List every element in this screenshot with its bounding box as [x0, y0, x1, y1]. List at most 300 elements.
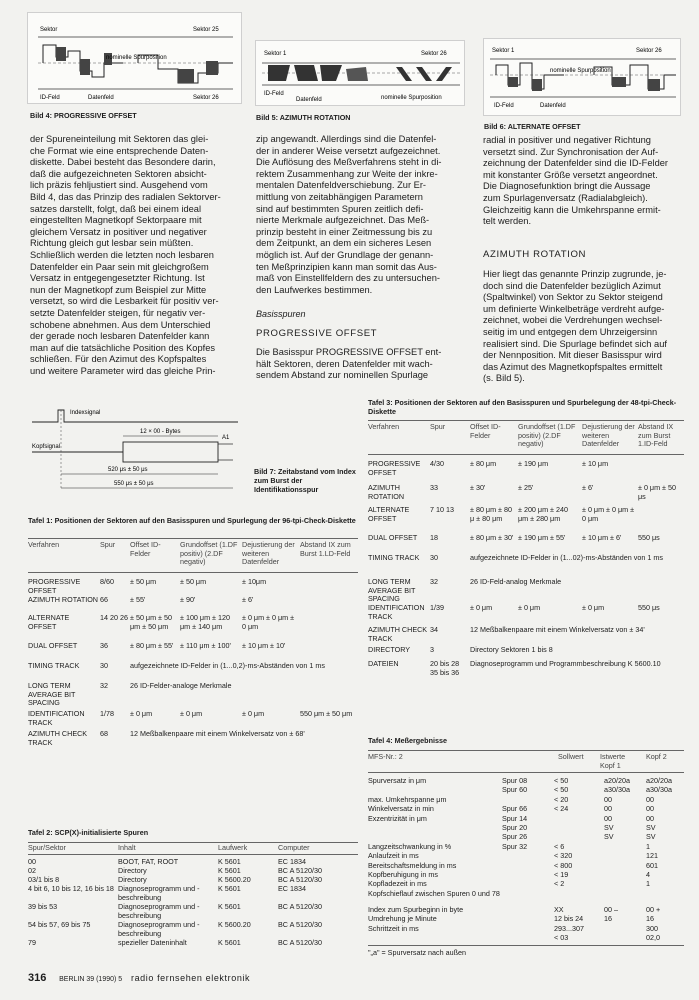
fig6-label-nominal: nominelle Spurposition — [550, 68, 611, 74]
table-cell: Spur 66 — [502, 804, 528, 814]
table-cell: Exzentrizität in μm — [368, 813, 427, 823]
text-line: Die Auflösung des Meßverfahrens steht in di- — [256, 157, 442, 168]
table-header-cell: Abstand IX zum Burst 1.ID-Feld — [638, 422, 674, 449]
row-abstand: 550 μm ± 50 μm — [300, 709, 353, 718]
table-cell: SV — [646, 823, 656, 832]
table-cell: 54 bis 57, 69 bis 75 — [28, 920, 91, 929]
table-cell: < 03 — [554, 933, 569, 942]
fig4-label-sektor26: Sektor 26 — [193, 95, 219, 101]
fig5-label-id: ID-Feld — [264, 91, 284, 97]
table-cell: EC 1834 — [278, 857, 306, 866]
fig7-label-kopf: Kopfsignal — [32, 444, 61, 450]
table-cell: EC 1834 — [278, 884, 306, 893]
table-cell: K 5601 — [218, 902, 241, 911]
text-line: nierte Merkmale aufgezeichnet. Das Meß- — [256, 215, 430, 226]
text-line: daß die aufgezeichneten Sektoren absicht- — [30, 168, 207, 179]
text-line: seitig im und entgegen dem Uhrzeigersinn — [483, 326, 658, 337]
table-cell: K 5600.20 — [218, 920, 251, 929]
table-cell: 00 — [604, 813, 612, 823]
column-2-text — [256, 134, 468, 296]
row-offset: ± 80 μm — [470, 459, 497, 468]
text-line: Die Basisspur PROGRESSIVE OFFSET ent- — [256, 347, 442, 357]
row-offset: ± 50 μm — [130, 577, 157, 586]
table-cell: < 19 — [554, 870, 569, 879]
figure-7 — [28, 400, 243, 500]
row-verfahren: DUAL OFFSET — [368, 533, 418, 542]
figure-7-caption: Bild 7: Zeitabstand vom Index zum Burst der Identifikationsspur — [254, 467, 356, 494]
text-line: Hier liegt das genannte Prinzip zugrunde, je- — [483, 269, 667, 279]
row-dejustierung: ± 10μm — [242, 577, 267, 586]
table-cell: Diagnoseprogramm und -beschreibung — [118, 884, 200, 902]
table-cell: K 5601 — [218, 938, 241, 947]
row-merkmal: Diagnoseprogramm und Programmbeschreibung K 5600.10 — [470, 659, 661, 668]
table-cell: BC A 5120/30 — [278, 866, 322, 875]
table-rule — [368, 945, 684, 946]
table-cell: K 5601 — [218, 884, 241, 893]
row-grundoffset: ± 50 μm — [180, 577, 207, 586]
table-cell: K 5601 — [218, 866, 241, 875]
text-line: man auf die tatsächliche Position des Kopfes — [30, 342, 216, 353]
table-cell: Kopfberuhigung in ms — [368, 870, 438, 879]
text-line: (Spaltwinkel) von Sektor zu Sektor steigend — [483, 292, 663, 303]
row-verfahren: AZIMUTH ROTATION — [28, 595, 99, 604]
table-cell: Spur 60 — [502, 785, 528, 795]
table-cell: 00 — [646, 794, 654, 804]
table-rule — [368, 750, 684, 751]
table-cell: Index zum Spurbeginn in byte — [368, 904, 464, 914]
fig4-label-nominal: nominelle Spurposition — [106, 55, 167, 61]
tafel-2-caption: Tafel 2: SCP(X)-initialisierte Spuren — [28, 828, 149, 837]
fig4-label-id: ID-Feld — [40, 95, 60, 101]
row-spur: 36 — [100, 641, 108, 650]
page-number: 316 — [28, 972, 47, 984]
table-cell: 00 — [604, 794, 612, 804]
row-spur: 3 — [430, 645, 434, 654]
table-note: "„a" = Spurversatz nach außen — [368, 948, 466, 958]
table-rule — [368, 420, 684, 421]
row-verfahren: IDENTIFICATION TRACK — [28, 709, 85, 727]
row-dejustierung: ± 0 μm ± 0 μm ± 0 μm — [582, 505, 635, 523]
text-line: mit konstanter Größe versetzt angeordnet. — [483, 169, 658, 180]
text-line: setzte Datenfelder steigen, für negativ ver- — [30, 307, 206, 318]
row-dejustierung: ± 0 μm ± 0 μm ± 0 μm — [242, 613, 295, 631]
row-spur: 68 — [100, 729, 108, 738]
table-cell: 16 — [604, 914, 612, 924]
table-cell: < 20 — [554, 794, 569, 804]
fig5-label-sektor26: Sektor 26 — [421, 51, 447, 57]
tafel-4 — [368, 750, 684, 970]
row-spur: 18 — [430, 533, 438, 542]
table-cell: Spur 26 — [502, 832, 528, 842]
figure-5 — [255, 40, 465, 106]
table-cell: < 6 — [554, 841, 565, 851]
text-line: zeichnet, wobei die Verdrehungen wechsel- — [483, 315, 663, 326]
text-line: ten Meßprinzipien kann man somit das Aus- — [256, 261, 437, 272]
table-header-cell: Laufwerk — [218, 843, 248, 852]
row-verfahren: ALTERNATE OFFSET — [368, 505, 410, 523]
table-cell: Diagnoseprogramm und -beschreibung — [118, 902, 200, 920]
table-rule — [28, 538, 358, 539]
figure-5-diagram — [256, 41, 466, 107]
row-offset: ± 80 μm ± 80 μ ± 80 μm — [470, 505, 512, 523]
row-verfahren: AZIMUTH ROTATION — [368, 483, 405, 501]
row-grundoffset: ± 190 μm — [518, 459, 549, 468]
text-line: möglich ist. Auf der Grundlage der genann- — [256, 249, 434, 260]
row-spur: 32 — [100, 681, 108, 690]
row-abstand: ± 0 μm ± 50 μs — [638, 483, 676, 501]
row-grundoffset: ± 90' — [180, 595, 196, 604]
table-cell: 601 — [646, 860, 658, 870]
fig6-label-daten: Datenfeld — [540, 103, 566, 109]
row-merkmal: aufgezeichnete ID-Felder in (1...02)-ms-Abständen von 1 ms — [470, 553, 663, 562]
table-cell: BC A 5120/30 — [278, 902, 322, 911]
text-line: lich präzis fehljustiert sind. Ausgehend vom — [30, 180, 208, 191]
text-line: um definierte Winkelbeträge verdreht aufge- — [483, 303, 665, 314]
table-cell: 300 — [646, 923, 658, 933]
row-dejustierung: ± 6' — [242, 595, 254, 604]
table-cell: Bereitschaftsmeldung in ms — [368, 860, 457, 870]
table-cell: BC A 5120/30 — [278, 920, 322, 929]
figure-6-diagram — [484, 39, 682, 117]
fig6-label-id: ID-Feld — [494, 103, 514, 109]
row-spur: 30 — [100, 661, 108, 670]
table-header-cell: Computer — [278, 843, 310, 852]
table-cell: < 50 — [554, 785, 569, 795]
table-header-cell: Abstand IX zum Burst 1.LD-Feld — [300, 540, 351, 558]
row-verfahren: DUAL OFFSET — [28, 641, 78, 650]
table-cell: 293...307 — [554, 923, 584, 933]
tafel-1 — [28, 538, 358, 788]
row-verfahren: IDENTIFICATION TRACK — [368, 603, 425, 621]
column-1-text — [30, 134, 245, 377]
table-cell: Kopfschieflauf zwischen Spuren 0 und 78 — [368, 888, 500, 898]
mfs-number: MFS-Nr.: 2 — [368, 752, 403, 761]
table-cell: BC A 5120/30 — [278, 938, 322, 947]
table-cell: BOOT, FAT, ROOT — [118, 857, 179, 866]
text-line: Versatz in entgegengesetzter Richtung. Ist — [30, 273, 205, 284]
figure-6 — [483, 38, 681, 116]
table-header-cell: Dejustierung der weiteren Datenfelder — [582, 422, 635, 449]
figure-4-caption: Bild 4: PROGRESSIVE OFFSET — [30, 111, 137, 120]
table-header-cell: Dejustierung der weiteren Datenfelder — [242, 540, 295, 567]
text-line: Datenfelder ein Paar sein mit gleichgroßem — [30, 261, 209, 272]
row-dejustierung: ± 10 μm — [582, 459, 609, 468]
column-2b-text — [256, 347, 468, 382]
table-cell: < 800 — [554, 860, 573, 870]
table-rule — [368, 454, 684, 455]
table-header-cell: Spur/Sektor — [28, 843, 66, 852]
table-cell: Winkelversatz in min — [368, 804, 434, 814]
table-rule — [368, 772, 684, 773]
row-spur: 66 — [100, 595, 108, 604]
table-cell: 4 — [646, 870, 650, 879]
table-cell: 00 — [604, 804, 612, 814]
row-dejustierung: ± 10 μm ± 6' — [582, 533, 622, 542]
table-header-cell: Verfahren — [28, 540, 60, 549]
text-line: Bild 4, das das Prinzip des radialen Sektorver- — [30, 191, 221, 202]
table-cell: 02 — [28, 866, 36, 875]
row-spur: 20 bis 28 35 bis 36 — [430, 659, 460, 677]
table-cell: 00 — [646, 804, 654, 814]
table-rule — [28, 572, 358, 573]
row-offset: ± 50 μm ± 50 μm ± 50 μm — [130, 613, 172, 631]
row-merkmal: Directory Sektoren 1 bis 8 — [470, 645, 553, 654]
row-verfahren: DIRECTORY — [368, 645, 411, 654]
row-abstand: 550 μs — [638, 533, 660, 542]
text-line: mittlung von zeitabhängigen Parametern — [256, 191, 423, 202]
row-grundoffset: ± 25' — [518, 483, 534, 492]
row-offset: ± 0 μm — [130, 709, 153, 718]
row-merkmal: aufgezeichnete ID-Felder in (1...0,2)-ms-Abständen von 1 ms — [130, 661, 325, 670]
table-cell: Directory — [118, 875, 147, 884]
row-grundoffset: ± 0 μm — [180, 709, 203, 718]
row-spur: 34 — [430, 625, 438, 634]
row-spur: 4/30 — [430, 459, 444, 468]
text-line: Schließlich werden die letzten noch lesbaren — [30, 249, 214, 260]
row-offset: ± 80 μm ± 30' — [470, 533, 514, 542]
figure-6-caption: Bild 6: ALTERNATE OFFSET — [484, 122, 581, 131]
table-header-cell: Verfahren — [368, 422, 400, 431]
table-cell: Schrittzeit in ms — [368, 923, 419, 933]
row-merkmal: 26 ID-Felder-analoge Merkmale — [130, 681, 232, 690]
table-header-cell: Spur — [100, 540, 116, 549]
text-line: diskette. Dabei besteht das Besondere darin, — [30, 157, 216, 168]
text-line: eingestellten Magnetkopf Sektorpaare mit — [30, 215, 202, 226]
text-line: schobene abnehmen. Aus dem Unterschied — [30, 319, 211, 330]
table-header-cell: Istwerte Kopf 1 — [600, 752, 626, 770]
column-3b-text — [483, 269, 683, 385]
table-cell: SV — [604, 832, 614, 842]
text-line: mentalen Datenfeldverschiebung. Zur Er- — [256, 180, 427, 191]
table-cell: SV — [646, 832, 656, 842]
row-merkmal: 26 ID-Feld-analog Merkmale — [470, 577, 562, 586]
row-verfahren: PROGRESSIVE OFFSET — [368, 459, 421, 477]
table-cell: Langzeitschwankung in % — [368, 841, 452, 851]
table-cell: SV — [604, 823, 614, 832]
figure-4 — [27, 12, 242, 104]
fig7-label-index: Indexsignal — [70, 410, 101, 416]
text-line: versetzt sind. Zur Synchronisation der Auf- — [483, 146, 659, 157]
text-line: versetzt, so wird die Lesbarkeit für positiv ver- — [30, 296, 219, 307]
row-dejustierung: ± 10 μm ± 10' — [242, 641, 286, 650]
fig4-label-sektor25: Sektor 25 — [193, 27, 219, 33]
table-cell: 79 — [28, 938, 36, 947]
row-verfahren: AZIMUTH CHECK TRACK — [368, 625, 428, 643]
table-cell: 121 — [646, 851, 658, 861]
table-cell: 4 bit 6, 10 bis 12, 16 bis 18 — [28, 884, 114, 893]
text-line: Gleichzeitig kann die Umkehrspanne ermit- — [483, 204, 661, 215]
text-line: sendem Abstand zur nominellen Spurlage — [256, 370, 429, 381]
table-cell: Kopfladezeit in ms — [368, 879, 427, 889]
journal-name: radio fernsehen elektronik — [130, 973, 251, 983]
heading-progressive-offset: PROGRESSIVE OFFSET — [256, 328, 378, 339]
table-cell: < 2 — [554, 879, 565, 889]
row-grundoffset: ± 200 μm ± 240 μm ± 280 μm — [518, 505, 568, 523]
text-line: zip angewandt. Allerdings sind die Datenfel- — [256, 134, 437, 144]
row-verfahren: LONG TERM AVERAGE BIT SPACING — [368, 577, 416, 604]
subheading-basisspuren: Basisspuren — [256, 309, 306, 319]
figure-4-diagram — [28, 13, 243, 105]
text-line: sind auf bestimmten Spuren zeitlich defi- — [256, 203, 424, 214]
table-header-cell: Grundoffset (1.DF positiv) (2.DF negativ) — [518, 422, 576, 449]
table-cell: Diagnoseprogramm und -beschreibung — [118, 920, 200, 938]
table-header-cell: Spur — [430, 422, 446, 431]
fig7-label-bytes: 12 × 00 - Bytes — [140, 429, 181, 435]
figure-7-diagram — [28, 400, 243, 500]
row-verfahren: AZIMUTH CHECK TRACK — [28, 729, 88, 747]
tafel-1-caption: Tafel 1: Positionen der Sektoren auf den Basisspuren und Spurlegung der 96-tpi-Check-Diskette — [28, 516, 356, 525]
table-cell: 00 — [646, 813, 654, 823]
row-offset: ± 30' — [470, 483, 486, 492]
row-grundoffset: ± 100 μm ± 120 μm ± 140 μm — [180, 613, 230, 631]
table-cell: max. Umkehrspanne μm — [368, 794, 447, 804]
table-cell: Umdrehung je Minute — [368, 914, 437, 924]
issue: BERLIN 39 (1990) 5 — [59, 976, 123, 983]
text-line: gleichem Versatz in positiver und negativer — [30, 226, 207, 237]
table-cell: a20/20a — [604, 776, 630, 785]
figure-5-caption: Bild 5: AZIMUTH ROTATION — [256, 113, 351, 122]
row-dejustierung: ± 6' — [582, 483, 594, 492]
fig5-label-nominal: nominelle Spurposition — [381, 95, 442, 101]
text-line: das Azimut des Magnetkopfspaltes ermittelt — [483, 361, 663, 372]
table-cell: 12 bis 24 — [554, 914, 584, 924]
fig6-label-sektor26: Sektor 26 — [636, 48, 662, 54]
tafel-3-caption: Tafel 3: Positionen der Sektoren auf den Basisspuren und Spurbelegung der 48-tpi-Check-Diskette — [368, 398, 677, 416]
row-dejustierung: ± 0 μm — [242, 709, 265, 718]
row-verfahren: TIMING TRACK — [368, 553, 420, 562]
text-line: der in anderer Weise versetzt aufgezeichnet. — [256, 145, 441, 156]
row-spur: 1/78 — [100, 709, 114, 718]
table-header-cell: Sollwert — [558, 752, 584, 761]
table-cell: a30/30a — [646, 785, 672, 795]
row-merkmal: 12 Meßbalkenpaare mit einem Winkelversatz von ± 68' — [130, 729, 305, 738]
row-offset: ± 80 μm ± 55' — [130, 641, 174, 650]
tafel-2 — [28, 842, 358, 958]
row-offset: ± 55' — [130, 595, 146, 604]
table-rule — [28, 854, 358, 855]
text-line: (s. Bild 5). — [483, 373, 525, 384]
fig7-label-a1: A1 — [222, 435, 230, 441]
fig4-label-daten: Datenfeld — [88, 95, 114, 101]
text-line: der gerade noch lesbaren Datenfelder kann — [30, 331, 210, 342]
table-cell: 16 — [646, 914, 654, 924]
table-cell: < 50 — [554, 776, 569, 785]
heading-azimuth-rotation: AZIMUTH ROTATION — [483, 249, 587, 260]
table-cell: BC A 5120/30 — [278, 875, 322, 884]
row-verfahren: PROGRESSIVE OFFSET — [28, 577, 81, 595]
row-verfahren: ALTERNATE OFFSET — [28, 613, 70, 631]
table-cell: < 320 — [554, 851, 573, 861]
table-cell: spezieller Dateninhalt — [118, 938, 187, 947]
fig7-label-t1: 520 μs ± 50 μs — [108, 467, 148, 473]
table-cell: Anlaufzeit in ms — [368, 851, 419, 861]
table-cell: a30/30a — [604, 785, 630, 795]
table-cell: < 24 — [554, 804, 569, 814]
table-cell: 1 — [646, 879, 650, 889]
text-line: zum Spurlagenversatz (Radialabgleich). — [483, 192, 648, 203]
row-grundoffset: ± 190 μm ± 55' — [518, 533, 566, 542]
text-line: schließen. Für den Azimut des Kopfspaltes — [30, 354, 207, 365]
text-line: Die Diagnosefunktion bringt die Aussage — [483, 181, 651, 192]
text-line: den Laufwerkes bestimmen. — [256, 284, 373, 295]
row-verfahren: TIMING TRACK — [28, 661, 80, 670]
row-verfahren: DATEIEN — [368, 659, 399, 668]
text-line: dem Zeitpunkt, an dem ein sicheres Lesen — [256, 238, 432, 249]
text-line: radial in positiver und negativer Richtung — [483, 135, 651, 145]
fig4-label-sektor: Sektor — [40, 27, 58, 33]
text-line: maß von Einstellfeldern des zu untersuchen- — [256, 273, 440, 284]
table-cell: K 5600.20 — [218, 875, 251, 884]
text-line: nun der Magnetkopf zum Beispiel zur Mitte — [30, 284, 207, 295]
table-header-cell: Offset ID-Felder — [470, 422, 501, 440]
table-header-cell: Offset ID-Felder — [130, 540, 161, 558]
table-cell: 02,0 — [646, 933, 660, 942]
table-cell: Spurversatz in μm — [368, 776, 427, 785]
column-3-text — [483, 135, 683, 228]
fig5-label-sektor1: Sektor 1 — [264, 51, 287, 57]
row-spur: 8/60 — [100, 577, 114, 586]
table-cell: Spur 32 — [502, 841, 528, 851]
text-line: der Spureneinteilung mit Sektoren das glei- — [30, 134, 209, 144]
row-spur: 32 — [430, 577, 438, 586]
table-header-cell: Inhalt — [118, 843, 136, 852]
tafel-3 — [368, 420, 684, 722]
row-spur: 30 — [430, 553, 438, 562]
table-cell: 00 – — [604, 904, 618, 914]
row-spur: 14 20 26 — [100, 613, 128, 622]
row-verfahren: LONG TERM AVERAGE BIT SPACING — [28, 681, 76, 708]
table-cell: XX — [554, 904, 564, 914]
text-line: realisiert sind. Die Spurlage befindet sich auf — [483, 338, 667, 349]
table-cell: 1 — [646, 841, 650, 851]
text-line: und weitere Parameter wird das gleiche Prin- — [30, 365, 216, 376]
table-cell: 03/1 bis 8 — [28, 875, 60, 884]
text-line: zeichnung der Datenfelder sind die ID-Felder — [483, 158, 669, 169]
table-header-cell: Grundoffset (1.DF positiv) (2.DF negativ) — [180, 540, 238, 567]
text-line: hält Sektoren, deren Datenfelder mit wach- — [256, 358, 433, 369]
row-dejustierung: ± 0 μm — [582, 603, 605, 612]
table-cell: Spur 14 — [502, 813, 528, 823]
row-abstand: 550 μs — [638, 603, 660, 612]
row-spur: 1/39 — [430, 603, 444, 612]
row-grundoffset: ± 110 μm ± 100' — [180, 641, 231, 650]
table-cell: Spur 20 — [502, 823, 528, 832]
fig5-label-daten: Datenfeld — [296, 97, 322, 103]
text-line: che Format wie eine entsprechende Daten- — [30, 145, 209, 156]
fig6-label-sektor1: Sektor 1 — [492, 48, 515, 54]
table-cell: a20/20a — [646, 776, 672, 785]
tafel-4-caption: Tafel 4: Meßergebnisse — [368, 736, 447, 745]
row-spur: 33 — [430, 483, 438, 492]
table-cell: 00 — [28, 857, 36, 866]
text-line: satzes darstellt, folgt, daß bei einem ideal — [30, 203, 202, 214]
row-spur: 7 10 13 — [430, 505, 454, 514]
row-merkmal: 12 Meßbalkenpaare mit einem Winkelversatz von ± 34' — [470, 625, 645, 634]
fig7-label-t2: 550 μs ± 50 μs — [114, 481, 154, 487]
text-line: telt werden. — [483, 216, 532, 227]
row-offset: ± 0 μm — [470, 603, 493, 612]
text-line: prinzip besteht in einer Zeitmessung bis zu — [256, 226, 433, 237]
text-line: doch sind die Datenfelder bezüglich Azimut — [483, 280, 661, 291]
footer — [28, 972, 448, 984]
text-line: Richtung gleich gut lesbar sein müßten. — [30, 238, 194, 249]
row-grundoffset: ± 0 μm — [518, 603, 541, 612]
text-line: der Nennposition. Mit dieser Basisspur wird — [483, 350, 662, 361]
table-cell: Directory — [118, 866, 147, 875]
text-line: rektem Zusammenhang zur Weite der inkre- — [256, 168, 438, 179]
table-cell: 39 bis 53 — [28, 902, 58, 911]
table-cell: Spur 08 — [502, 776, 528, 785]
